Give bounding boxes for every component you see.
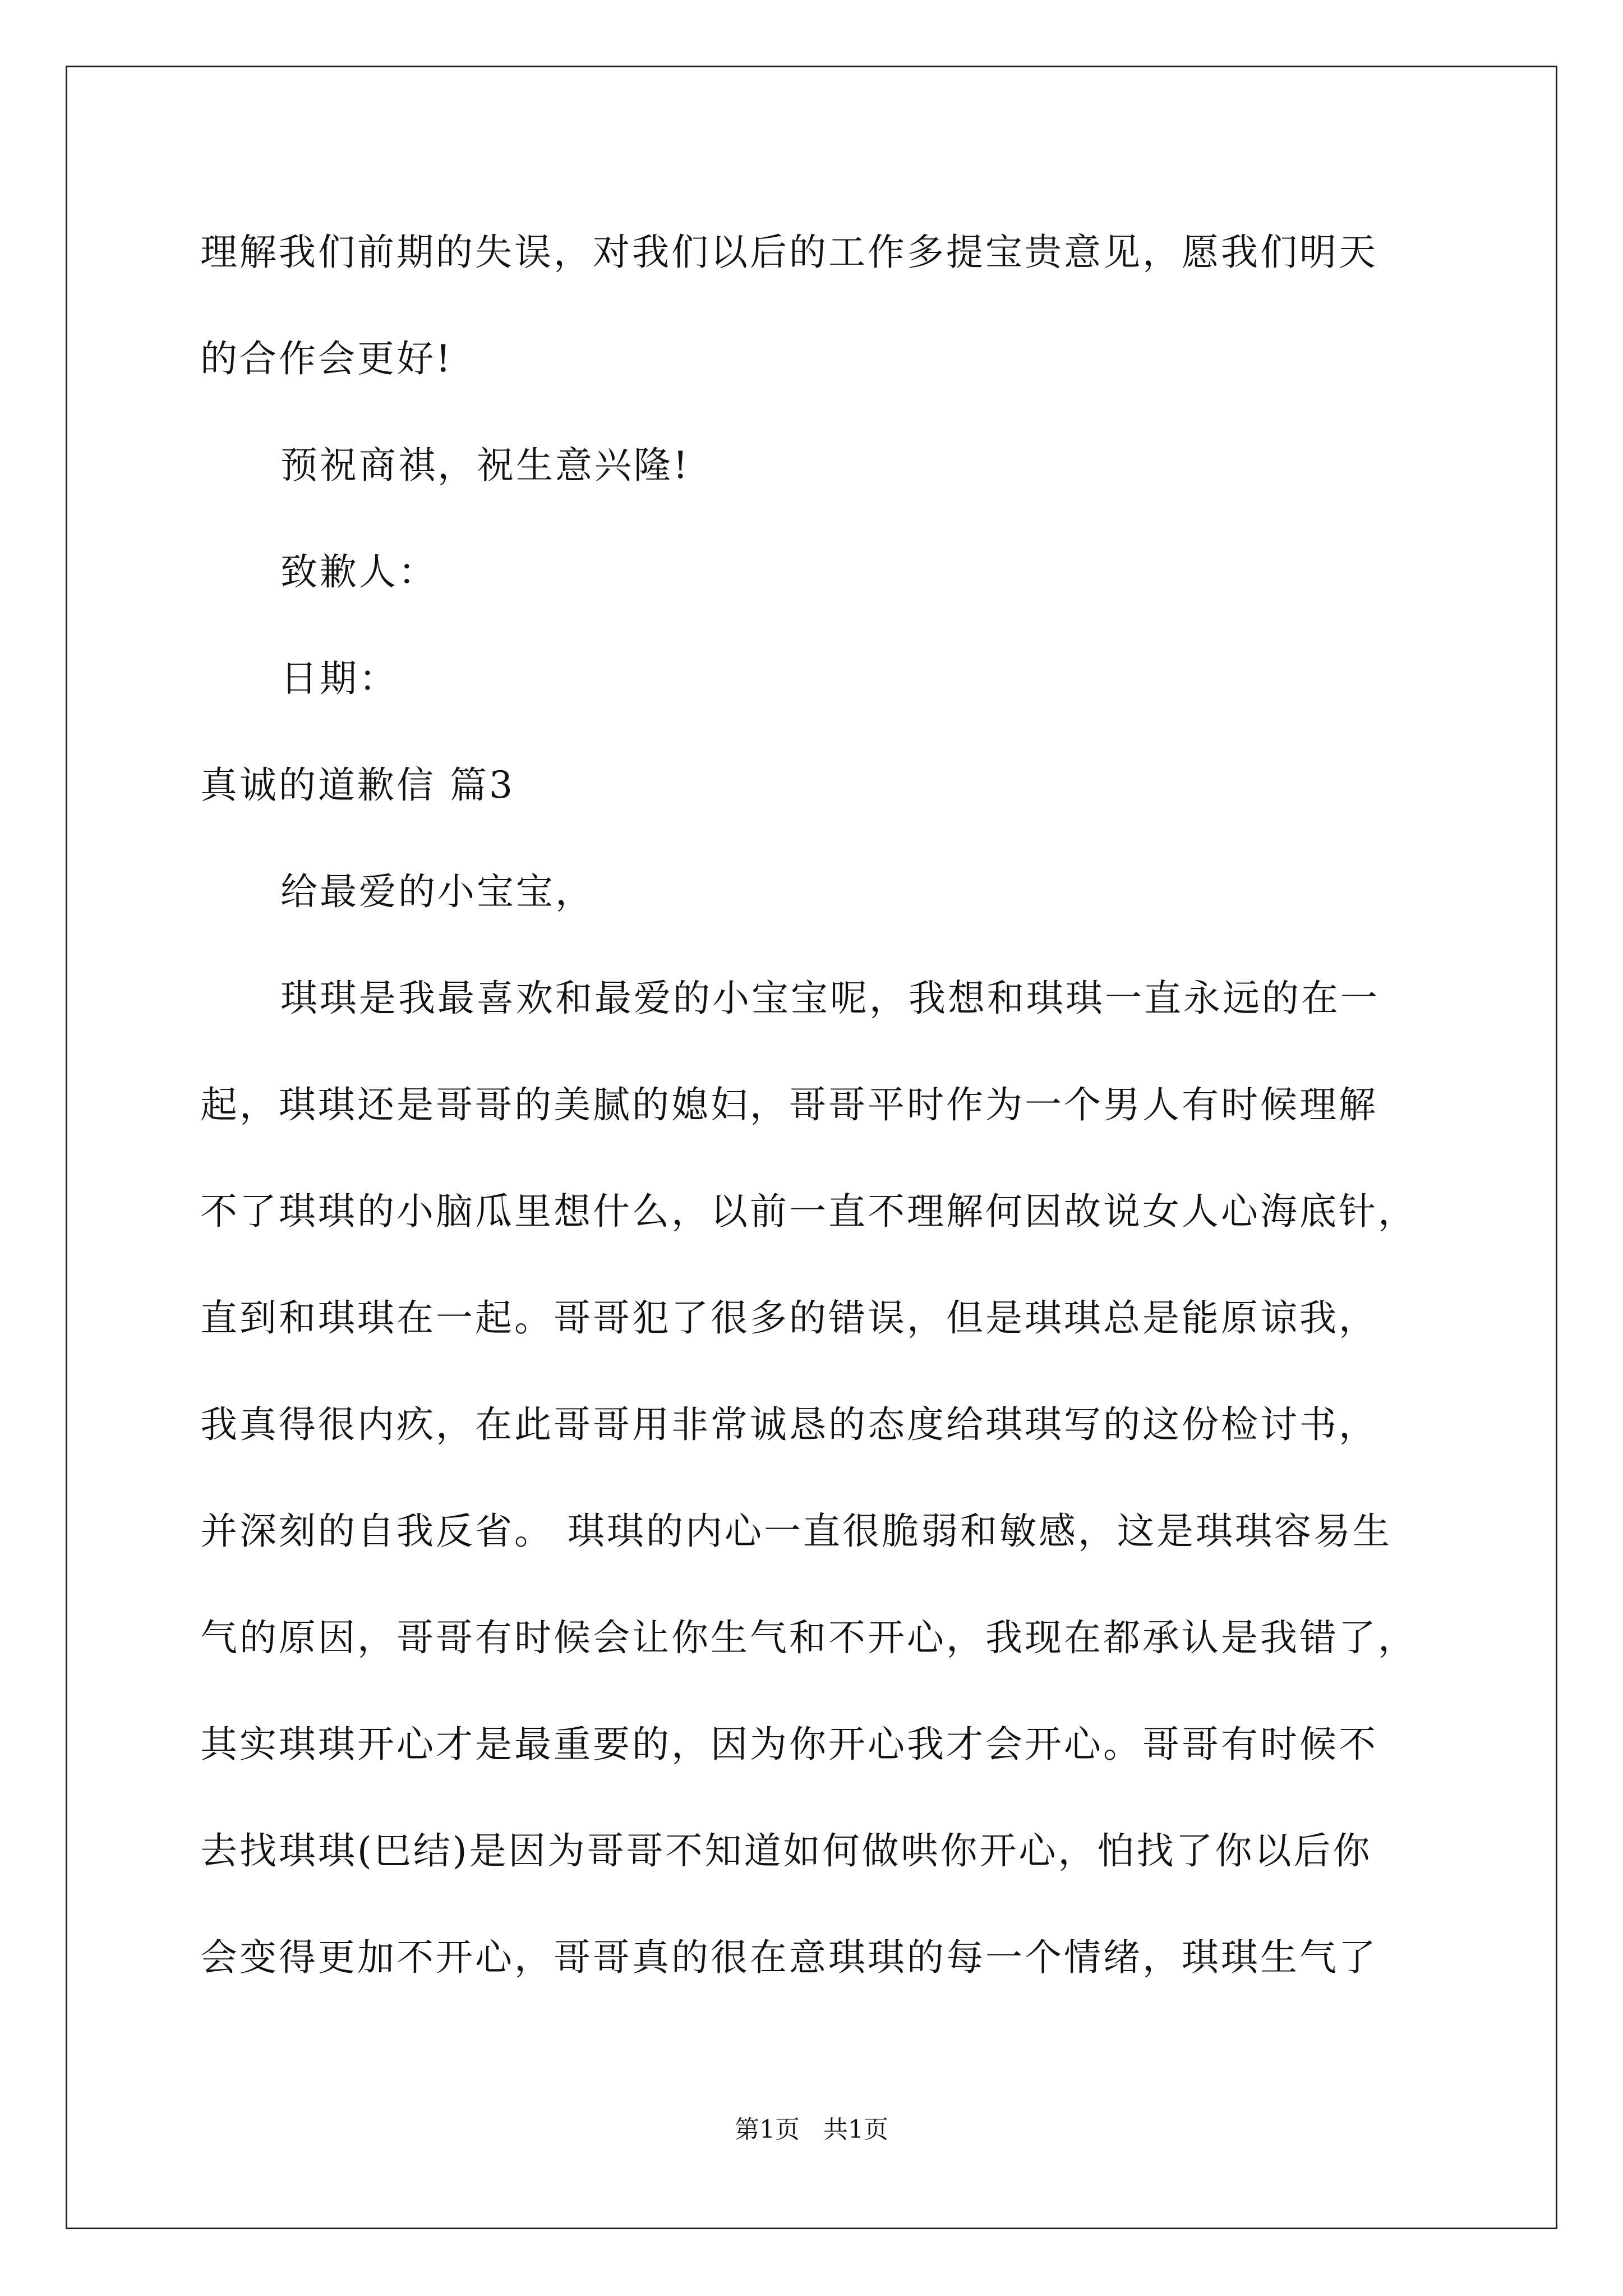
date-label: 日期：: [280, 657, 398, 700]
text-line-13: 并深刻的自我反省。 琪琪的内心一直很脆弱和敏感，这是琪琪容易生: [200, 1510, 1392, 1553]
text-line-12: 我真得很内疚，在此哥哥用非常诚恳的态度给琪琪写的这份检讨书，: [200, 1403, 1378, 1446]
text-line-1: 理解我们前期的失误，对我们以后的工作多提宝贵意见，愿我们明天: [200, 231, 1378, 274]
text-line-9: 起，琪琪还是哥哥的美腻的媳妇，哥哥平时作为一个男人有时候理解: [200, 1083, 1378, 1126]
section-heading: 真诚的道歉信 篇3: [200, 763, 515, 807]
blessing-line: 预祝商祺，祝生意兴隆!: [280, 444, 690, 487]
text-line-11: 直到和琪琪在一起。哥哥犯了很多的错误，但是琪琪总是能原谅我，: [200, 1296, 1378, 1340]
apologizer-label: 致歉人：: [280, 550, 437, 593]
page-border: [66, 66, 1557, 2229]
text-line-15: 其实琪琪开心才是最重要的，因为你开心我才会开心。哥哥有时候不: [200, 1723, 1378, 1766]
text-line-2: 的合作会更好!: [200, 337, 453, 380]
salutation: 给最爱的小宝宝，: [280, 870, 594, 913]
text-line-8: 琪琪是我最喜欢和最爱的小宝宝呢，我想和琪琪一直永远的在一: [280, 977, 1380, 1020]
text-line-10: 不了琪琪的小脑瓜里想什么，以前一直不理解何因故说女人心海底针，: [200, 1190, 1417, 1233]
text-line-14: 气的原因，哥哥有时候会让你生气和不开心，我现在都承认是我错了，: [200, 1616, 1417, 1659]
text-line-16: 去找琪琪(巴结)是因为哥哥不知道如何做哄你开心，怕找了你以后你: [200, 1829, 1372, 1872]
text-line-17: 会变得更加不开心，哥哥真的很在意琪琪的每一个情绪，琪琪生气了: [200, 1936, 1378, 1979]
page-footer: 第1页 共1页: [735, 2115, 888, 2144]
